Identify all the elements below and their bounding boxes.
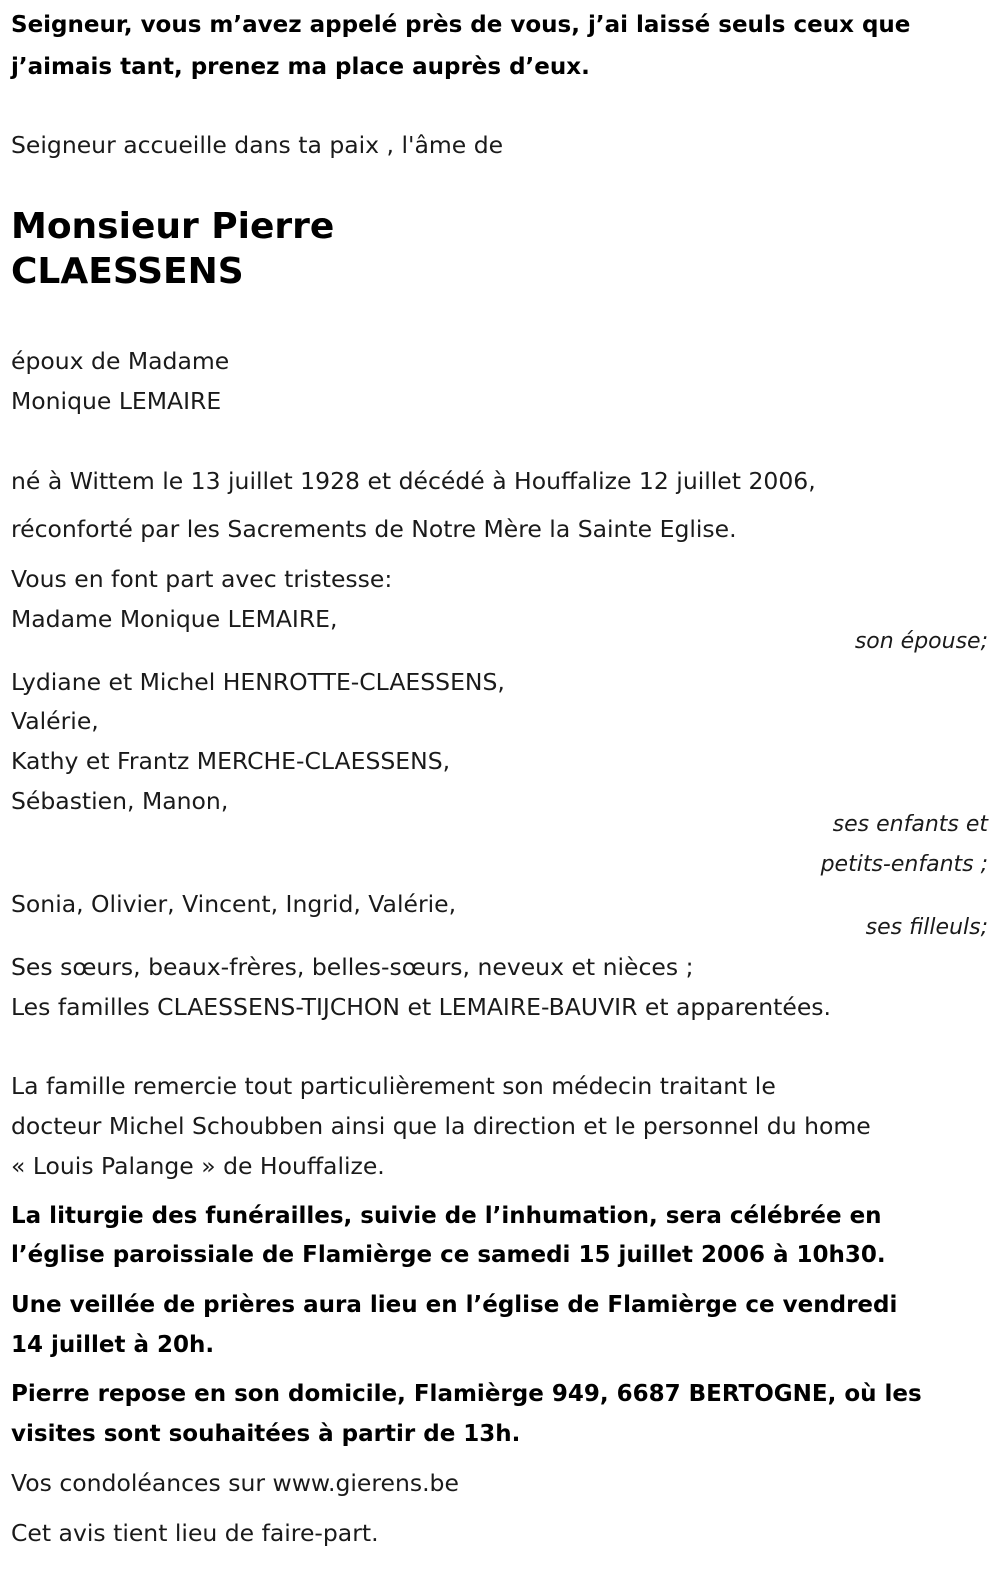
spouse-line-2: Monique LEMAIRE [11, 387, 222, 415]
deceased-name-line-1: Monsieur Pierre [11, 206, 335, 247]
family-children-line-4: Sébastien, Manon, [11, 787, 229, 815]
birth-death-text: né à Wittem le 13 juillet 1928 et décédé à Houffalize 12 juillet 2006, [11, 467, 816, 495]
family-others-line-1: Ses sœurs, beaux-frères, belles-sœurs, neveux et nièces ; [11, 953, 694, 981]
intro-verse-line-1: Seigneur, vous m’avez appelé près de vous, j’ai laissé seuls ceux que [11, 12, 911, 38]
family-children-role-2: petits-enfants ; [820, 852, 988, 877]
deceased-name-line-2: CLAESSENS [11, 251, 244, 292]
closing-text: Cet avis tient lieu de faire-part. [11, 1519, 379, 1547]
family-wife: Madame Monique LEMAIRE, [11, 605, 338, 633]
sacraments-text: réconforté par les Sacrements de Notre Mère la Sainte Eglise. [11, 515, 737, 543]
liturgy-line-1: La liturgie des funérailles, suivie de l’inhumation, sera célébrée en [11, 1203, 882, 1229]
family-wife-role: son épouse; [854, 629, 988, 654]
family-children-role-1: ses enfants et [832, 812, 988, 837]
family-others-line-2: Les familles CLAESSENS-TIJCHON et LEMAIRE-BAUVIR et apparentées. [11, 993, 831, 1021]
family-godchildren: Sonia, Olivier, Vincent, Ingrid, Valérie, [11, 890, 457, 918]
condolences-text: Vos condoléances sur www.gierens.be [11, 1469, 459, 1497]
visit-line-1: Pierre repose en son domicile, Flamièrge 949, 6687 BERTOGNE, où les [11, 1381, 922, 1407]
spouse-line-1: époux de Madame [11, 347, 230, 375]
announce-text: Vous en font part avec tristesse: [11, 565, 393, 593]
thanks-line-2: docteur Michel Schoubben ainsi que la direction et le personnel du home [11, 1112, 871, 1140]
family-children-line-3: Kathy et Frantz MERCHE-CLAESSENS, [11, 747, 451, 775]
welcome-text: Seigneur accueille dans ta paix , l'âme de [11, 131, 504, 159]
thanks-line-3: « Louis Palange » de Houffalize. [11, 1152, 385, 1180]
vigil-line-1: Une veillée de prières aura lieu en l’église de Flamièrge ce vendredi [11, 1292, 898, 1318]
thanks-line-1: La famille remercie tout particulièrement son médecin traitant le [11, 1072, 776, 1100]
family-children-line-1: Lydiane et Michel HENROTTE-CLAESSENS, [11, 668, 505, 696]
liturgy-line-2: l’église paroissiale de Flamièrge ce samedi 15 juillet 2006 à 10h30. [11, 1242, 886, 1268]
intro-verse-line-2: j’aimais tant, prenez ma place auprès d’eux. [11, 54, 590, 80]
family-godchildren-role: ses filleuls; [865, 915, 988, 940]
family-children-line-2: Valérie, [11, 707, 99, 735]
vigil-line-2: 14 juillet à 20h. [11, 1332, 215, 1358]
visit-line-2: visites sont souhaitées à partir de 13h. [11, 1421, 521, 1447]
